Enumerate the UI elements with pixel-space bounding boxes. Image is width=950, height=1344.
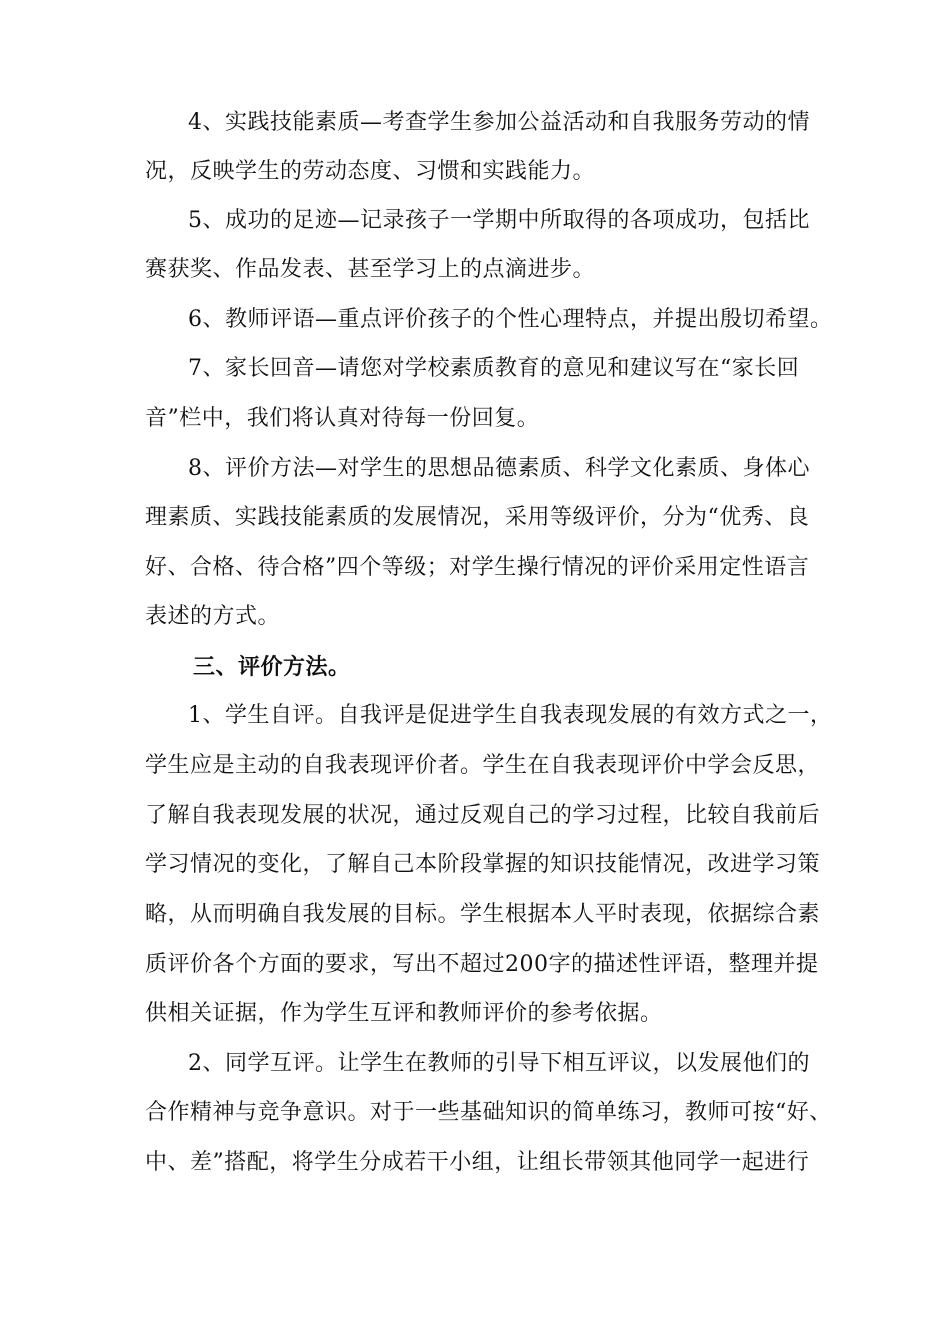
paragraph-line: 学生应是主动的自我表现评价者。学生在自我表现评价中学会反思， [145,753,821,778]
paragraph-line: 学习情况的变化，了解自己本阶段掌握的知识技能情况，改进学习策 [145,852,821,877]
section-heading: 三、评价方法。 [193,654,351,680]
paragraph-line: 4、实践技能素质—考查学生参加公益活动和自我服务劳动的情 [188,110,810,135]
paragraph-line: 合作精神与竞争意识。对于一些基础知识的简单练习，教师可按“好、 [145,1100,832,1125]
paragraph-line: 8、评价方法—对学生的思想品德素质、科学文化素质、身体心 [188,456,810,481]
paragraph-line: 音”栏中，我们将认真对待每一份回复。 [145,406,540,431]
paragraph-line: 5、成功的足迹—记录孩子一学期中所取得的各项成功，包括比 [188,208,810,233]
paragraph-line: 赛获奖、作品发表、甚至学习上的点滴进步。 [145,257,596,282]
paragraph-line: 7、家长回音—请您对学校素质教育的意见和建议写在“家长回 [188,356,800,381]
paragraph-line: 况，反映学生的劳动态度、习惯和实践能力。 [145,159,596,184]
paragraph-line: 略，从而明确自我发展的目标。学生根据本人平时表现，依据综合素 [145,902,821,927]
paragraph-line: 中、差”搭配，将学生分成若干小组，让组长带领其他同学一起进行 [145,1150,810,1175]
paragraph-line: 理素质、实践技能素质的发展情况，采用等级评价，分为“优秀、良 [145,505,810,530]
paragraph-line: 表述的方式。 [145,604,281,629]
paragraph-line: 质评价各个方面的要求，写出不超过200字的描述性评语，整理并提 [145,952,819,977]
paragraph-line: 好、合格、待合格”四个等级；对学生操行情况的评价采用定性语言 [145,555,810,580]
paragraph-line: 供相关证据，作为学生互评和教师评价的参考依据。 [145,1001,663,1026]
paragraph-line: 了解自我表现发展的状况，通过反观自己的学习过程，比较自我前后 [145,803,821,828]
paragraph-line: 1、学生自评。自我评是促进学生自我表现发展的有效方式之一， [188,703,833,728]
paragraph-line: 2、同学互评。让学生在教师的引导下相互评议，以发展他们的 [188,1051,810,1076]
paragraph-line: 6、教师评语—重点评价孩子的个性心理特点，并提出殷切希望。 [188,307,833,332]
